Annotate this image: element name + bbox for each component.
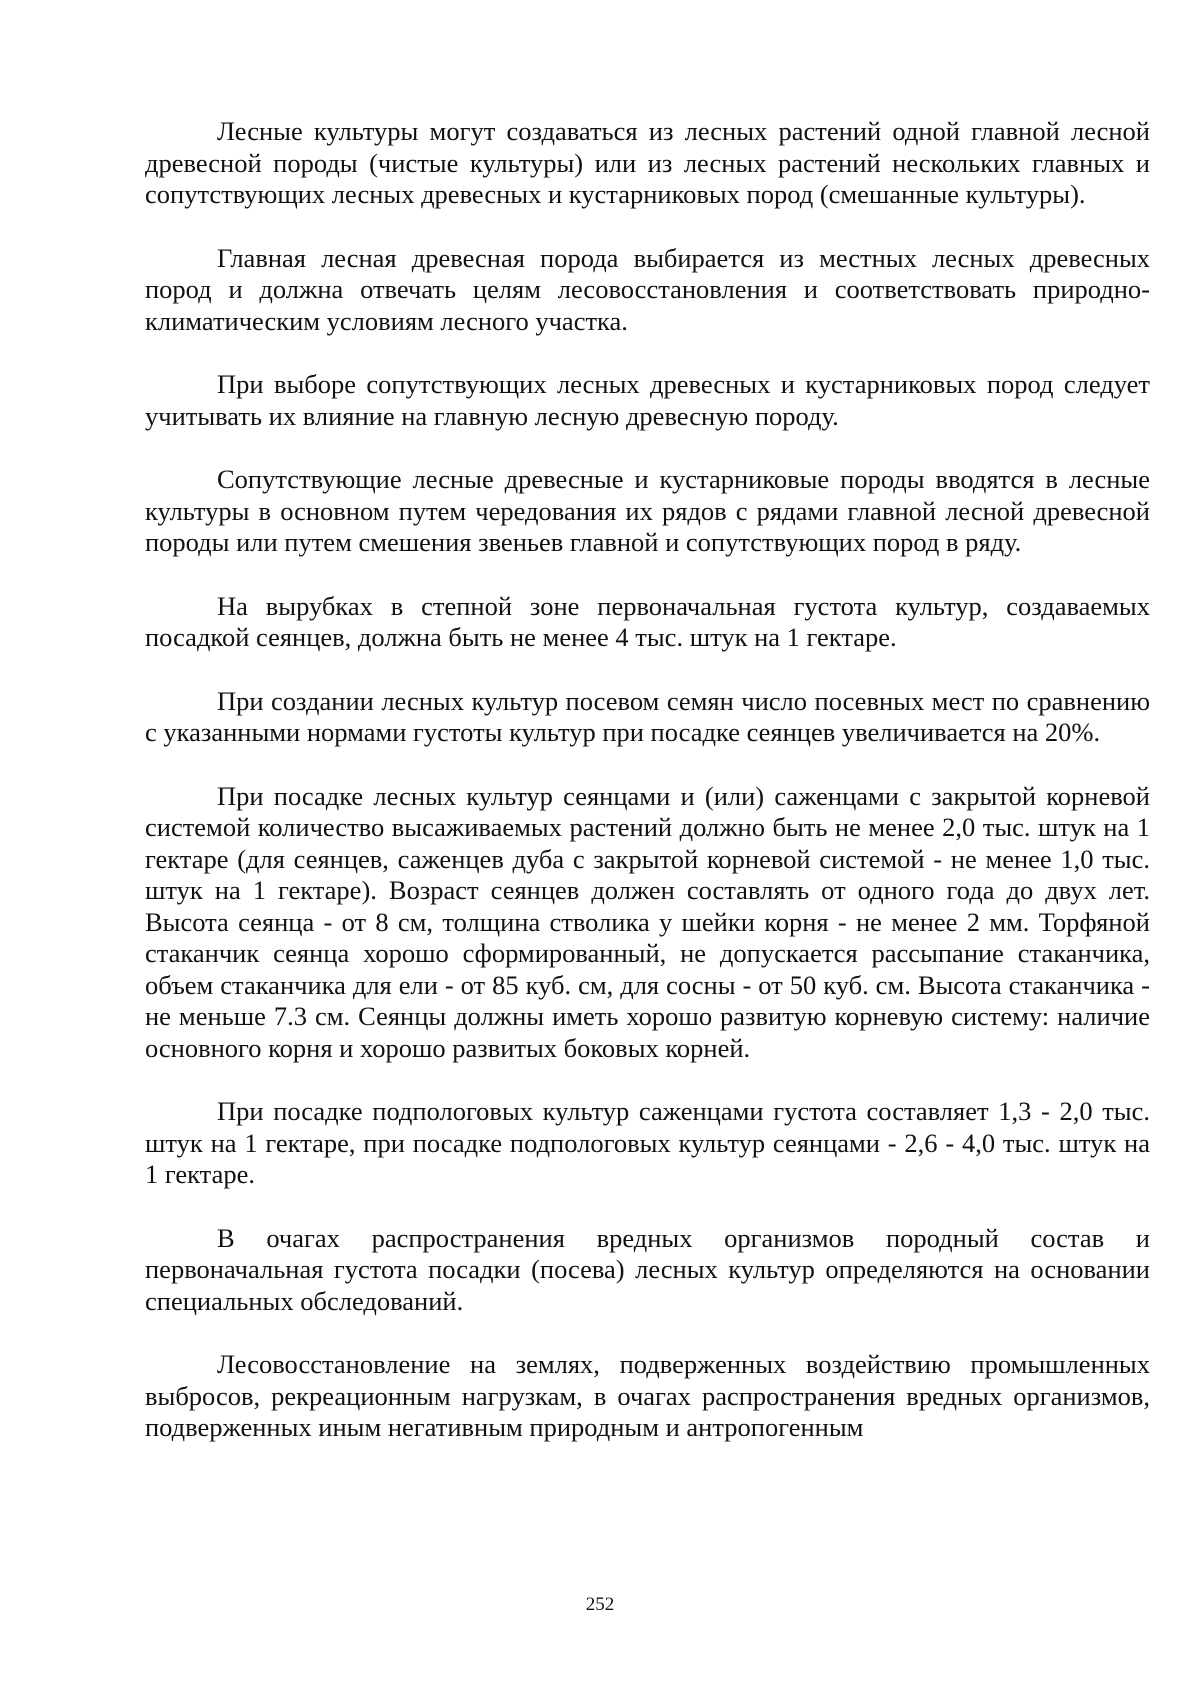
page-number: 252 xyxy=(585,1594,615,1615)
paragraph: При создании лесных культур посевом семян число посевных мест по сравнению с указанными нормами густоты культур при посадке сеянцев увеличивается на 20%. xyxy=(145,685,1150,747)
paragraph: При посадке подпологовых культур саженцами густота составляет 1,3 - 2,0 тыс. штук на 1 гектаре, при посадке подпологовых культур сеянцами - 2,6 - 4,0 тыс. штук на 1 гектаре. xyxy=(145,1096,1150,1189)
paragraph: На вырубках в степной зоне первоначальная густота культур, создаваемых посадкой сеянцев, должна быть не менее 4 тыс. штук на 1 гектаре. xyxy=(145,590,1150,652)
paragraph: При посадке лесных культур сеянцами и (или) саженцами с закрытой корневой системой количество высаживаемых растений должно быть не менее 2,0 тыс. штук на 1 гектаре (для сеянцев, саженцев дуба с закрытой корневой системой - не менее 1,0 тыс. штук на 1 гектаре). Возраст сеянцев должен составлять от одного года до двух лет. Высота сеянца - от 8 см, толщина стволика у шейки корня - не менее 2 мм. Торфяной стаканчик сеянца хорошо сформированный, не допускается рассыпание стаканчика, объем стаканчика для ели - от 85 куб. см, для сосны - от 50 куб. см. Высота стаканчика - не меньше 7.3 см. Сеянцы должны иметь хорошо развитую корневую систему: наличие основного корня и хорошо развитых боковых корней. xyxy=(145,780,1150,1063)
document-body xyxy=(145,116,1150,1476)
paragraph: В очагах распространения вредных организмов породный состав и первоначальная густота посадки (посева) лесных культур определяются на основании специальных обследований. xyxy=(145,1222,1150,1316)
paragraph: При выборе сопутствующих лесных древесных и кустарниковых пород следует учитывать их влияние на главную лесную древесную породу. xyxy=(145,369,1150,431)
paragraph: Сопутствующие лесные древесные и кустарниковые породы вводятся в лесные культуры в основном путем чередования их рядов с рядами главной лесной древесной породы или путем смешения звеньев главной и сопутствующих пород в ряду. xyxy=(145,464,1150,557)
paragraph: Лесовосстановление на землях, подверженных воздействию промышленных выбросов, рекреационным нагрузкам, в очагах распространения вредных организмов, подверженных иным негативным природным и антропогенным xyxy=(145,1349,1150,1442)
paragraph: Лесные культуры могут создаваться из лесных растений одной главной лесной древесной породы (чистые культуры) или из лесных растений нескольких главных и сопутствующих лесных древесных и кустарниковых пород (смешанные культуры). xyxy=(145,116,1150,209)
paragraph: Главная лесная древесная порода выбирается из местных лесных древесных пород и должна отвечать целям лесовосстановления и соответствовать природно-климатическим условиям лесного участка. xyxy=(145,242,1150,336)
